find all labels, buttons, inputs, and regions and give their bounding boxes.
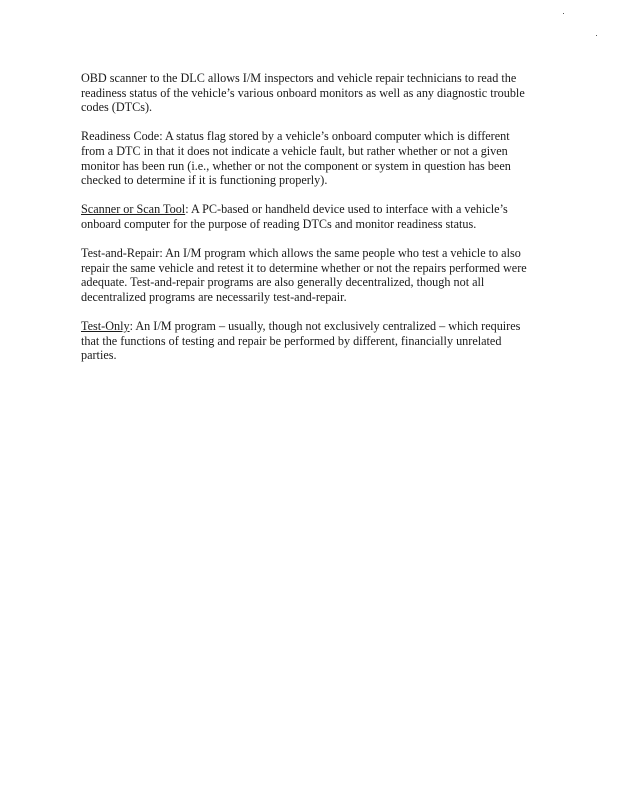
scan-speck xyxy=(596,35,597,36)
definition-text: : A PC-based or handheld device used to interface with a vehicle’s onboard computer for the purpose of reading DTCs and monitor readiness status. xyxy=(81,202,508,231)
document-body xyxy=(81,71,529,377)
intro-paragraph: OBD scanner to the DLC allows I/M inspectors and vehicle repair technicians to read the readiness status of the vehicle’s various onboard monitors as well as any diagnostic trouble codes (DTCs). xyxy=(81,71,525,115)
definition-test-only xyxy=(81,319,529,363)
definition-test-and-repair xyxy=(81,246,529,304)
scan-speck xyxy=(563,13,564,14)
definition-term: Test-and-Repair: xyxy=(81,246,163,261)
definition-text: A status flag stored by a vehicle’s onboard computer which is different from a DTC in that it does not indicate a vehicle fault, but rather whether or not a given monitor has been run (i.e., whether or not the component or system in question has been checked to determine if it is functioning properly). xyxy=(81,129,511,188)
definition-term: Readiness Code: xyxy=(81,129,163,144)
definition-text: An I/M program which allows the same people who test a vehicle to also repair the same vehicle and retest it to determine whether or not the repairs performed were adequate. Test-and-repair programs are also generally decentralized, though not all decentralized programs are necessarily test-and-repair. xyxy=(81,246,527,304)
definition-term: Test-Only xyxy=(81,319,130,334)
definition-readiness-code xyxy=(81,129,529,187)
definition-text: : An I/M program – usually, though not exclusively centralized – which requires that the functions of testing and repair be performed by different, financially unrelated parties. xyxy=(81,319,521,363)
definition-term: Scanner or Scan Tool xyxy=(81,202,186,217)
definition-scan-tool xyxy=(81,202,529,231)
